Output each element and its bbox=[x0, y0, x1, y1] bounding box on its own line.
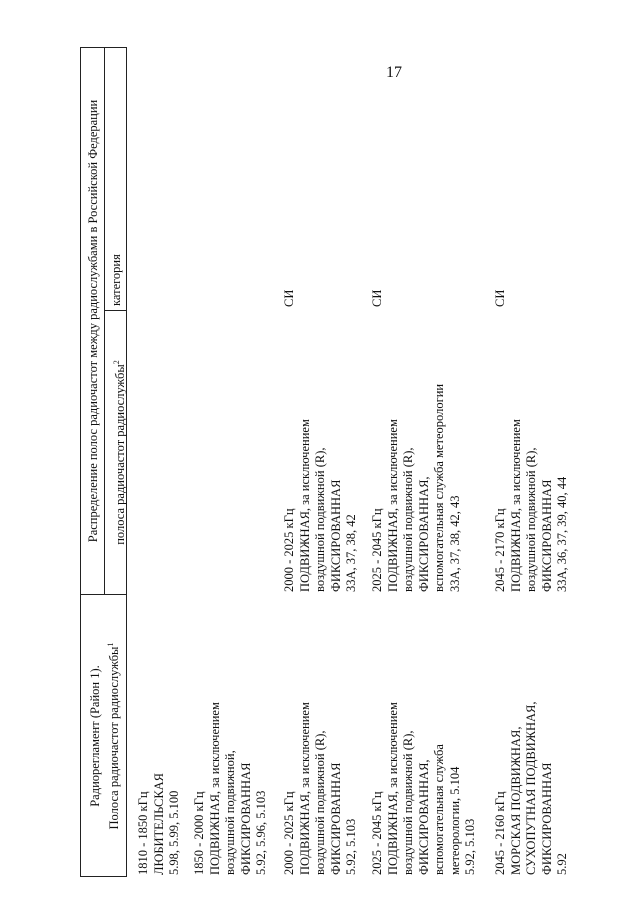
row-3-middle: 2000 - 2025 кГц ПОДВИЖНАЯ, за исключением воздушной подвижной (R), ФИКСИРОВАННАЯ 33А, 37, 38, 42 bbox=[282, 419, 358, 592]
subheader-divider bbox=[104, 47, 105, 595]
row-3-left: 2000 - 2025 кГц ПОДВИЖНАЯ, за исключением воздушной подвижной (R), ФИКСИРОВАННАЯ 5.92, 5.103 bbox=[282, 702, 358, 875]
row-2-left: 1850 - 2000 кГц ПОДВИЖНАЯ, за исключением воздушной подвижной, ФИКСИРОВАННАЯ 5.92, 5.96, 5.103 bbox=[192, 702, 268, 875]
page-number: 17 bbox=[386, 64, 402, 81]
table-top-border bbox=[80, 47, 81, 877]
row-5-category: СИ bbox=[493, 289, 507, 307]
row-5-left: 2045 - 2160 кГц МОРСКАЯ ПОДВИЖНАЯ, СУХОПУТНАЯ ПОДВИЖНАЯ, ФИКСИРОВАННАЯ 5.92 bbox=[493, 701, 569, 875]
header-left bbox=[88, 595, 122, 877]
rotated-table bbox=[80, 47, 602, 877]
row-3-category: СИ bbox=[282, 289, 296, 307]
row-4-left: 2025 - 2045 кГц ПОДВИЖНАЯ, за исключением воздушной подвижной (R), ФИКСИРОВАННАЯ, вспомогательная служба метеорологии, 5.104 5.92, 5.103 bbox=[370, 702, 477, 875]
header-left-line1: Радиорегламент (Район 1). bbox=[88, 665, 102, 807]
row-5-middle: 2045 - 2170 кГц ПОДВИЖНАЯ, за исключением воздушной подвижной (R), ФИКСИРОВАННАЯ 33А, 36, 37, 39, 40, 44 bbox=[493, 419, 569, 592]
row-1-left: 1810 - 1850 кГц ЛЮБИТЕЛЬСКАЯ 5.98, 5.99, 5.100 bbox=[136, 772, 181, 875]
header-left-footnote: 1 bbox=[106, 642, 115, 647]
header-left-line2 bbox=[103, 595, 122, 877]
subheader-band-footnote: 2 bbox=[112, 360, 121, 365]
header-right-title: Распределение полос радиочастот между радиослужбами в Российской Федерации bbox=[86, 99, 100, 543]
subheader-category: категория bbox=[109, 254, 123, 306]
header-left-line2-text: Полоса радиочастот радиослужбы bbox=[107, 646, 122, 830]
row-4-category: СИ bbox=[370, 289, 384, 307]
row-4-middle: 2025 - 2045 кГц ПОДВИЖНАЯ, за исключением воздушной подвижной (R), ФИКСИРОВАННАЯ, вспомогательная служба метеорологии 33А, 37, 38, 42, 43 bbox=[370, 383, 462, 592]
subheader-band-text: полоса радиочастот радиослужбы bbox=[113, 364, 128, 545]
subheader-band bbox=[109, 311, 128, 594]
